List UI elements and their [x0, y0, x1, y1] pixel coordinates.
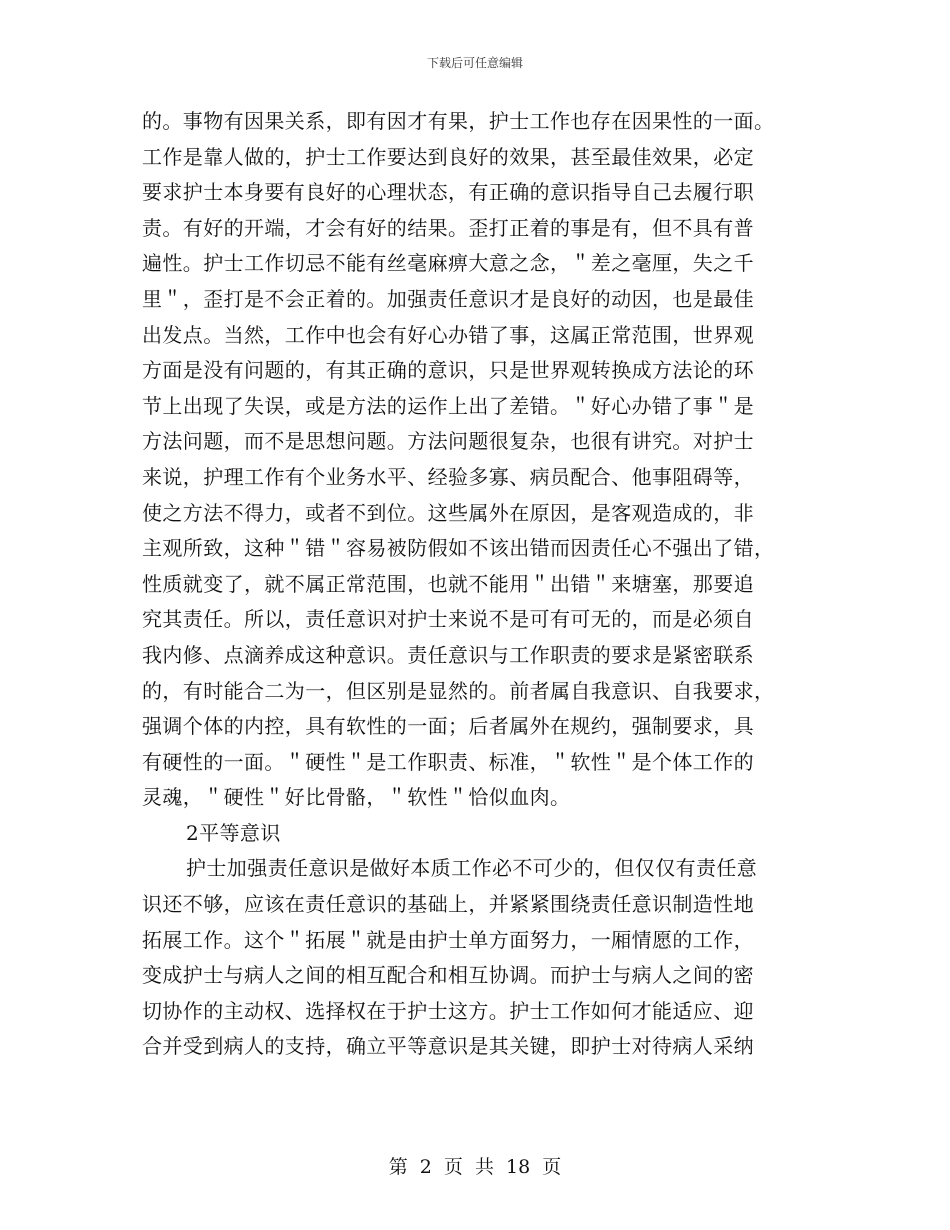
body-line: 节上出现了失误，或是方法的运作上出了差错。＂好心办错了事＂是: [142, 393, 754, 418]
body-line: 主观所致，这种＂错＂容易被防假如不该出错而因责任心不强出了错，: [142, 536, 775, 561]
paragraph-line: 拓展工作。这个＂拓展＂就是由护士单方面努力，一厢情愿的工作，: [142, 927, 754, 952]
body-line: 里＂，歪打是不会正着的。加强责任意识才是良好的动因，也是最佳: [142, 286, 754, 311]
page-number: 第 2 页 共 18 页: [388, 1156, 562, 1178]
body-line: 方法问题，而不是思想问题。方法问题很复杂，也很有讲究。对护士: [142, 429, 754, 454]
body-line: 灵魂，＂硬性＂好比骨骼，＂软性＂恰似血肉。: [142, 785, 571, 810]
body-line: 要求护士本身要有良好的心理状态，有正确的意识指导自己去履行职: [142, 180, 754, 205]
section-heading: 2平等意识: [186, 820, 281, 845]
body-line: 强调个体的内控，具有软性的一面；后者属外在规约，强制要求，具: [142, 714, 754, 739]
body-line: 出发点。当然，工作中也会有好心办错了事，这属正常范围，世界观: [142, 322, 754, 347]
paragraph-line: 护士加强责任意识是做好本质工作必不可少的，但仅仅有责任意: [186, 856, 758, 881]
paragraph-line: 识还不够，应该在责任意识的基础上，并紧紧围绕责任意识制造性地: [142, 892, 754, 917]
paragraph-line: 合并受到病人的支持，确立平等意识是其关键，即护士对待病人采纳: [142, 1034, 754, 1059]
body-line: 遍性。护士工作切忌不能有丝毫麻痹大意之念，＂差之毫厘，失之千: [142, 251, 754, 276]
body-line: 的，有时能合二为一，但区别是显然的。前者属自我意识、自我要求，: [142, 678, 775, 703]
body-line: 有硬性的一面。＂硬性＂是工作职责、标准，＂软性＂是个体工作的: [142, 749, 754, 774]
page-header-note: 下载后可任意编辑: [426, 56, 523, 70]
body-line: 的。事物有因果关系，即有因才有果，护士工作也存在因果性的一面。: [142, 109, 775, 133]
document-body: [142, 104, 808, 1065]
paragraph-line: 切协作的主动权、选择权在于护士这方。护士工作如何才能适应、迎: [142, 998, 754, 1023]
body-line: 工作是靠人做的，护士工作要达到良好的效果，甚至最佳效果，必定: [142, 144, 754, 169]
body-line: 性质就变了，就不属正常范围，也就不能用＂出错＂来塘塞，那要追: [142, 571, 754, 596]
body-line: 来说，护理工作有个业务水平、经验多寡、病员配合、他事阻碍等，: [142, 464, 754, 489]
body-line: 究其责任。所以，责任意识对护士来说不是可有可无的，而是必须自: [142, 607, 754, 632]
body-line: 方面是没有问题的，有其正确的意识，只是世界观转换成方法论的环: [142, 358, 754, 383]
body-line: 使之方法不得力，或者不到位。这些属外在原因，是客观造成的，非: [142, 500, 754, 525]
body-line: 我内修、点滴养成这种意识。责任意识与工作职责的要求是紧密联系: [142, 642, 754, 667]
paragraph-line: 变成护士与病人之间的相互配合和相互协调。而护士与病人之间的密: [142, 963, 754, 988]
body-line: 责。有好的开端，才会有好的结果。歪打正着的事是有，但不具有普: [142, 215, 754, 240]
